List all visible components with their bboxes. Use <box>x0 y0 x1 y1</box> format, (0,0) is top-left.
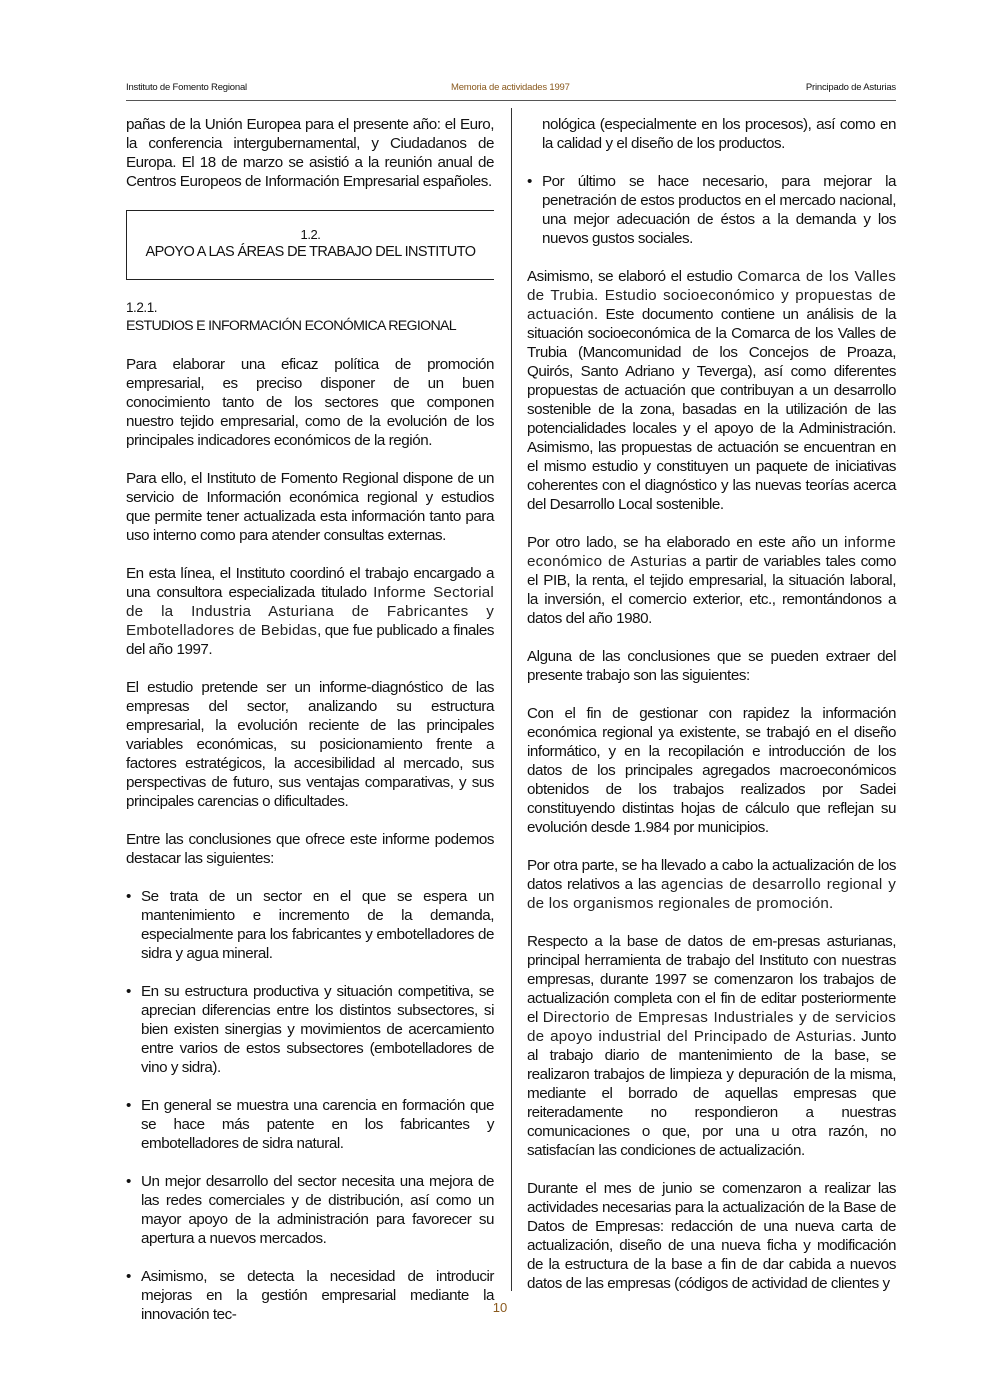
text-run: , que fue publicado a finales del año 1997. <box>126 622 494 658</box>
study-title: Comarca de los Valles de Trubia. Estudio socioeconómico y propuestas de actuación <box>527 268 896 323</box>
list-item <box>126 1267 494 1324</box>
directory-title: Directorio de Empresas Industriales y de servicios de apoyo industrial del Principado de Asturias <box>527 1009 896 1045</box>
list-item-text: Por último se hace necesario, para mejorar la penetración de estos productos en el mercado nacional, una mejor adecuación de éstos a la demanda y los nuevos gustos sociales. <box>542 173 896 247</box>
bullet-icon: • <box>126 1173 131 1190</box>
text-run: . Junto al trabajo diario de mantenimiento de la base, se realizaron trabajos de limpieza y depuración de la misma, mediante el borrado de aquellas empresas que reiteradamente no respondieron a nuestras comunicaciones o que, por una u otra razón, no satisfacían las condiciones de actualización. <box>527 1028 896 1159</box>
list-item-text: Un mejor desarrollo del sector necesita una mejora de las redes comerciales y de distribución, así como un mayor apoyo de la administración para favorecer su apertura a nuevos mercados. <box>141 1173 494 1247</box>
paragraph <box>126 564 494 659</box>
text-run: Por otro lado, se ha elaborado en este año un <box>527 534 844 551</box>
section-number: 1.2. <box>300 227 321 242</box>
paragraph <box>527 932 896 1160</box>
list-item-text: Asimismo, se detecta la necesidad de introducir mejoras en la gestión empresarial mediante la innovación tec- <box>141 1268 494 1323</box>
text-run: Respecto a la base de datos de em-presas asturianas, principal herramienta de trabajo del Instituto con nuestras empresas, durante 1997 se comenzaron los trabajos de actualización completa con el fin de editar posteriormente el <box>527 933 896 1026</box>
subsection-title: ESTUDIOS E INFORMACIÓN ECONÓMICA REGIONAL <box>126 318 456 334</box>
text-run: . Este documento contiene un análisis de la situación socioeconómica de la Comarca de los Valles de Trubia (Mancomunidad de los Concejos de Proaza, Quirós, Santo Adriano y Teverga), así como diferentes propuestas de actuación que contribuyan a un desarrollo sostenible de la zona, basadas en la utilización de las potencialidades locales y el apoyo de la Administración. Asimismo, las propuestas de actuación se encuentran en el mismo estudio y constituyen un paquete de iniciativas coherentes con el diagnóstico y las nuevas teorías acerca del Desarrollo Local sostenible. <box>527 306 896 513</box>
header-document-title: Memoria de actividades 1997 <box>451 82 570 93</box>
paragraph <box>527 267 896 514</box>
right-column <box>527 115 896 1312</box>
header-region: Principado de Asturias <box>805 82 896 93</box>
text-run: Asimismo, se elaboró el estudio <box>527 268 738 285</box>
section-title: APOYO A LAS ÁREAS DE TRABAJO DEL INSTITUTO <box>145 244 476 260</box>
paragraph: Con el fin de gestionar con rapidez la información económica regional ya existente, se trabajó en el diseño informático, y en la recopilación e introducción de los datos de los principales agregados macroeconómicos obtenidos de los trabajos realizados por Sadei constituyendo distintas hojas de cálculo que reflejan su evolución desde 1.984 por municipios. <box>527 705 896 836</box>
bullet-icon: • <box>527 173 532 190</box>
paragraph: Alguna de las conclusiones que se pueden extraer del presente trabajo son las siguientes: <box>527 648 896 684</box>
paragraph: Durante el mes de junio se comenzaron a realizar las actividades necesarias para la actualización de la Base de Datos de Empresas: redacción de una nueva carta de actualización, diseño de una nueva ficha y modificación de la estructura de la base a fin de dar cabida a nuevos datos de las empresas (códigos de actividad de clientes y <box>527 1180 896 1292</box>
page-header <box>126 82 896 98</box>
header-divider <box>126 100 896 101</box>
text-run: Por otra parte, se ha llevado a cabo la actualización de los datos relativos a las <box>527 857 896 893</box>
text-run: En esta línea, el Instituto coordinó el trabajo encargado a una consultora especializada titulado <box>126 565 494 601</box>
text-run: a partir de variables tales como el PIB, la renta, el tejido empresarial, la situación laboral, la inversión, el comercio exterior, etc., remontándonos a datos del año 1980. <box>527 553 896 627</box>
bullet-icon: • <box>126 888 131 905</box>
paragraph: Entre las conclusiones que ofrece este informe podemos destacar las siguientes: <box>126 831 494 867</box>
report-title: informe económico de Asturias <box>527 534 896 570</box>
left-column <box>126 115 494 1343</box>
paragraph: El estudio pretende ser un informe-diagnóstico de las empresas del sector, analizando su estructura empresarial, la evolución reciente de las principales variables económicas, su posicionamiento frente a factores estratégicos, la accesibilidad al mercado, sus perspectivas de futuro, sus ventajas comparativas, y sus principales carencias o dificultades. <box>126 679 494 810</box>
page-number: 10 <box>492 1300 508 1315</box>
text-run: . <box>829 895 833 912</box>
list-item <box>126 1096 494 1153</box>
list-item <box>527 172 896 248</box>
paragraph <box>527 856 896 913</box>
paragraph-intro: pañas de la Unión Europea para el presente año: el Euro, la conferencia intergubernamental, y Ciudadanos de Europa. El 18 de marzo se asistió a la reunión anual de Centros Europeos de Información Empresarial españoles. <box>126 116 494 190</box>
bullet-icon: • <box>126 1097 131 1114</box>
list-item <box>126 887 494 963</box>
column-divider <box>511 108 512 1291</box>
report-title: Informe Sectorial de la Industria Asturiana de Fabricantes y Embotelladores de Bebidas <box>126 584 494 639</box>
agencies-title: agencias de desarrollo regional y de los organismos regionales de promoción <box>527 876 896 912</box>
bullet-icon: • <box>126 983 131 1000</box>
subsection-number: 1.2.1. <box>126 300 158 315</box>
paragraph <box>527 533 896 628</box>
list-item-text: Se trata de un sector en el que se espera un mantenimiento e incremento de la demanda, especialmente para los fabricantes y embotelladores de sidra y agua mineral. <box>141 888 494 962</box>
list-item-text: En su estructura productiva y situación competitiva, se aprecian diferencias entre los distintos subsectores, si bien existen sinergias y movimientos de acercamiento entre varios de estos subsectores (embotelladores de vino y sidra). <box>141 983 494 1076</box>
header-organization: Instituto de Fomento Regional <box>126 82 247 93</box>
paragraph: Para elaborar una eficaz política de promoción empresarial, es preciso disponer de un buen conocimiento tanto de los sectores que componen nuestro tejido empresarial, como de la evolución de los principales indicadores económicos de la región. <box>126 356 494 449</box>
list-item-continuation: nológica (especialmente en los procesos), así como en la calidad y el diseño de los productos. <box>542 116 896 152</box>
list-item <box>126 1172 494 1248</box>
list-item <box>126 982 494 1077</box>
list-item-text: En general se muestra una carencia en formación que se hace más patente en los fabricantes y embotelladores de sidra natural. <box>141 1097 494 1152</box>
paragraph: Para ello, el Instituto de Fomento Regional dispone de un servicio de Información económica regional y estudios que permite tener actualizada esta información tanto para uso interno como para atender consultas externas. <box>126 470 494 544</box>
section-heading-box <box>126 210 494 280</box>
bullet-icon: • <box>126 1268 131 1285</box>
